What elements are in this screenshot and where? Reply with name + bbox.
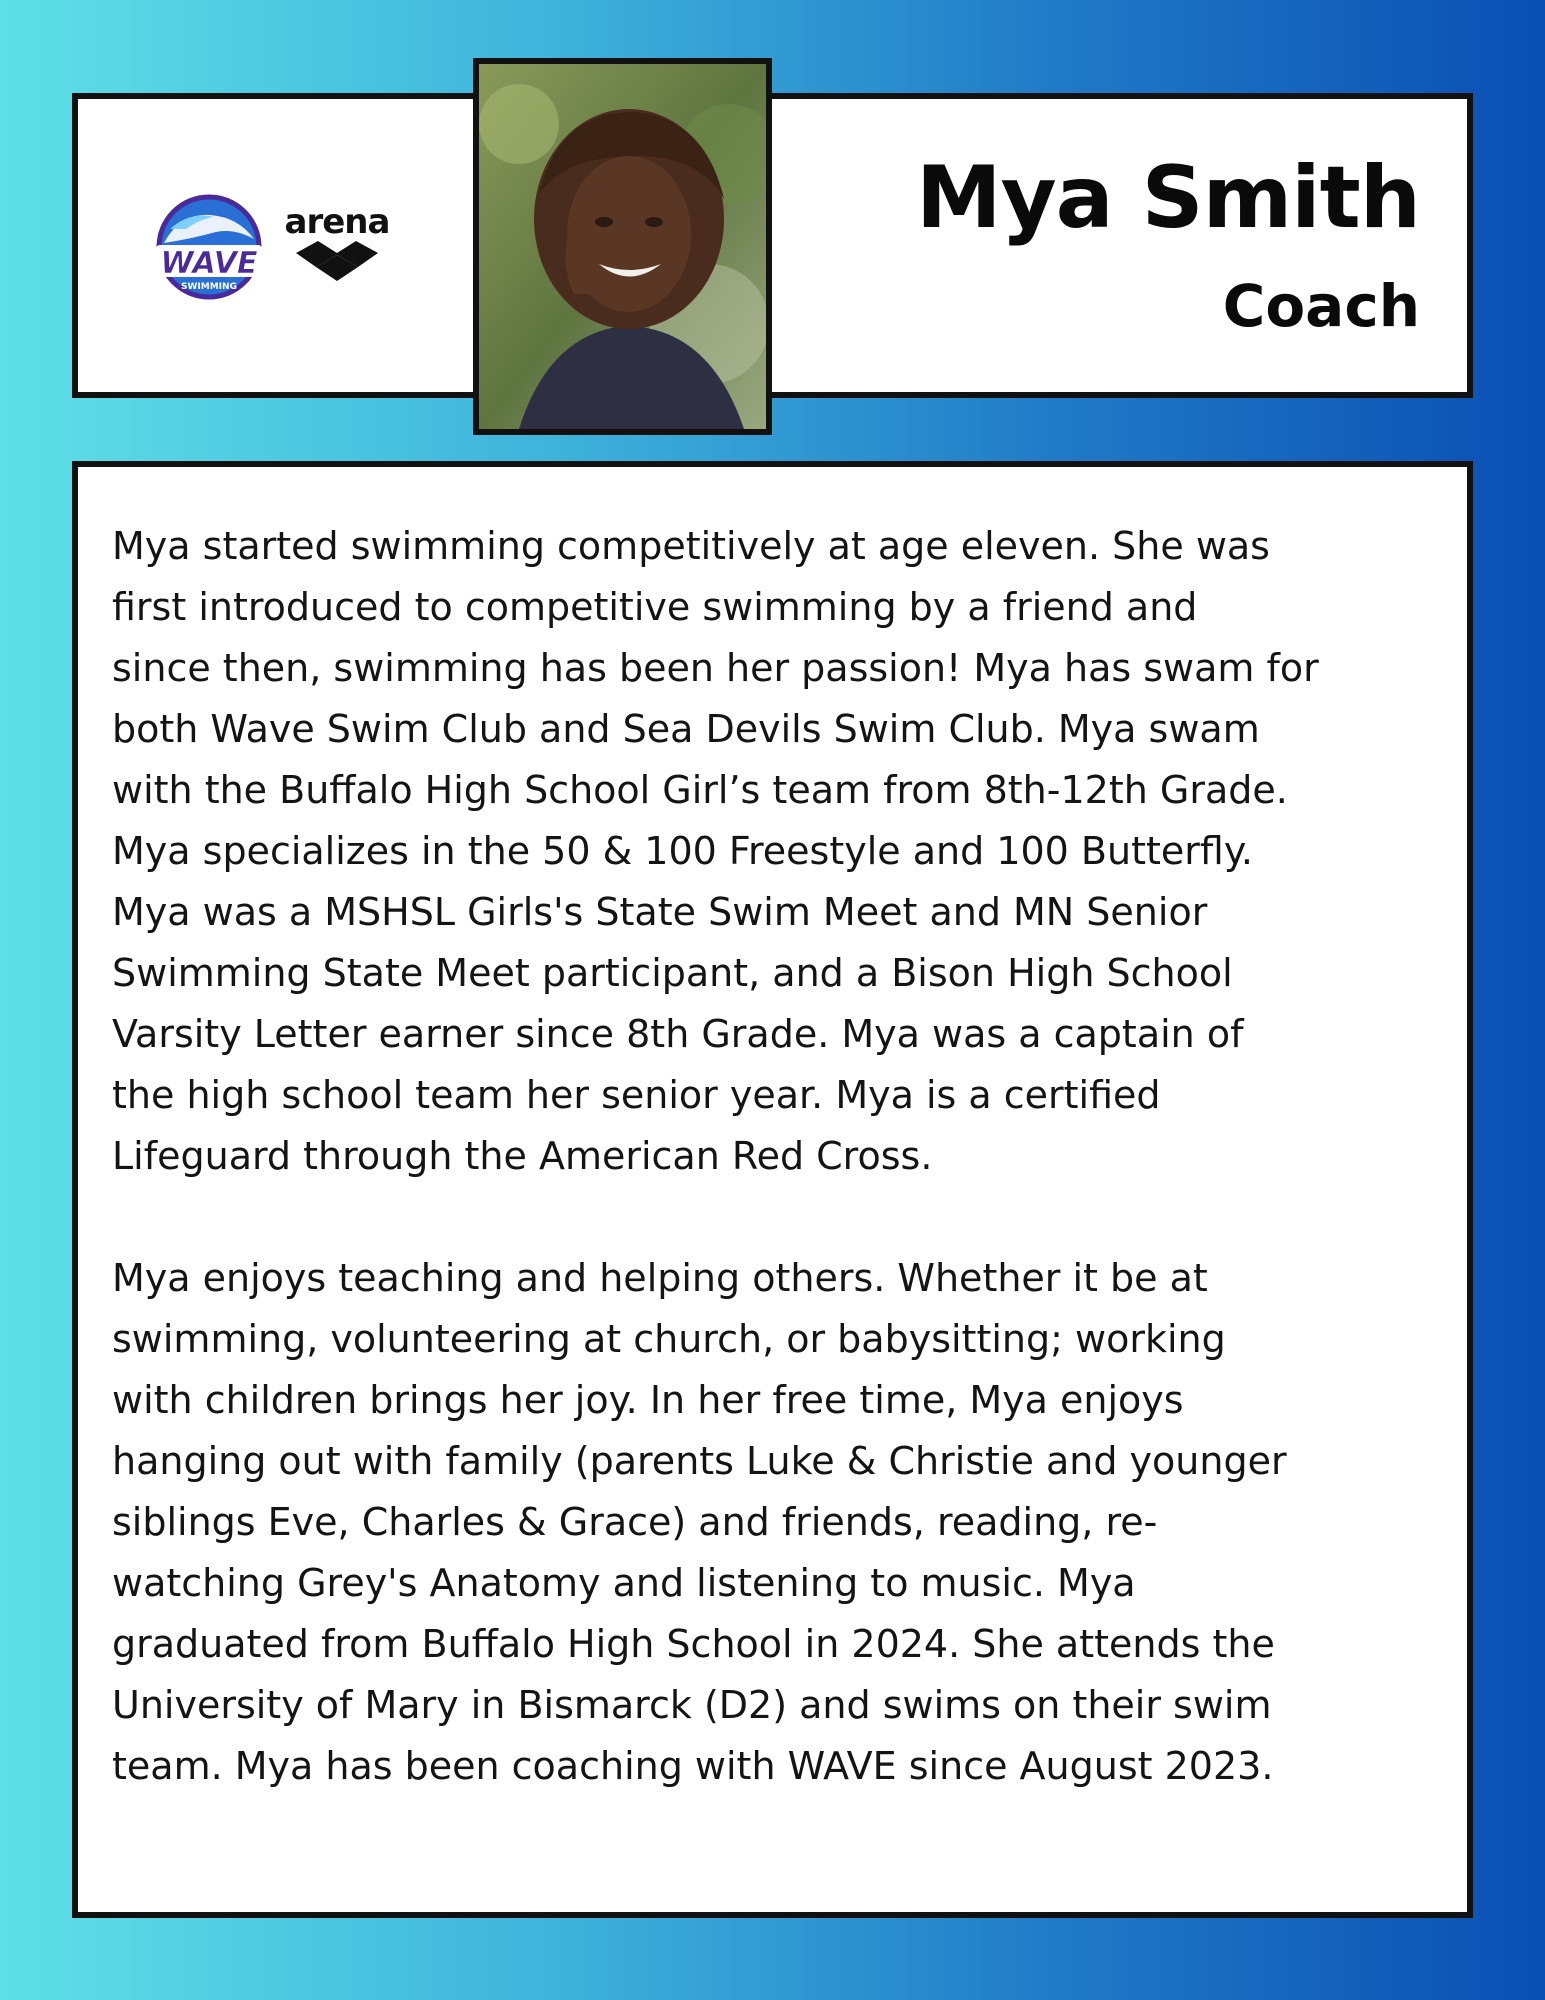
wave-logo-subtext: SWIMMING (181, 282, 237, 292)
bio-line: team. Mya has been coaching with WAVE since August 2023. (112, 1744, 1274, 1788)
bio-line: since then, swimming has been her passion! Mya has swam for (112, 646, 1319, 690)
bio-paragraph-2 (112, 1248, 1447, 1797)
bio-line: with the Buffalo High School Girl’s team from 8th-12th Grade. (112, 768, 1288, 812)
bio-line: graduated from Buffalo High School in 2024. She attends the (112, 1622, 1275, 1666)
bio-line: Swimming State Meet participant, and a Bison High School (112, 951, 1233, 995)
bio-line: with children brings her joy. In her free time, Mya enjoys (112, 1378, 1184, 1422)
bio-paragraph-1 (112, 516, 1447, 1187)
bio-line: hanging out with family (parents Luke & Christie and younger (112, 1439, 1287, 1483)
arena-logo (278, 201, 396, 291)
bio-line: swimming, volunteering at church, or babysitting; working (112, 1317, 1226, 1361)
sponsor-logos (150, 193, 400, 303)
coach-name: Mya Smith (916, 148, 1420, 248)
coach-role: Coach (1222, 272, 1420, 340)
bio-line: Mya enjoys teaching and helping others. Whether it be at (112, 1256, 1208, 1300)
bio-line: Mya started swimming competitively at age eleven. She was (112, 524, 1270, 568)
wave-logo-text: WAVE (160, 246, 258, 281)
bio-line: first introduced to competitive swimming by a friend and (112, 585, 1198, 629)
bio-line: Mya was a MSHSL Girls's State Swim Meet and MN Senior (112, 890, 1208, 934)
coach-photo (473, 58, 772, 435)
bio-line: both Wave Swim Club and Sea Devils Swim Club. Mya swam (112, 707, 1260, 751)
arena-wordmark: arena (284, 202, 390, 242)
bio-line: Mya specializes in the 50 & 100 Freestyle and 100 Butterfly. (112, 829, 1253, 873)
bio-line: watching Grey's Anatomy and listening to music. Mya (112, 1561, 1136, 1605)
bio-line: Varsity Letter earner since 8th Grade. Mya was a captain of (112, 1012, 1244, 1056)
wave-swimming-logo (150, 193, 268, 301)
bio-line: Lifeguard through the American Red Cross. (112, 1134, 933, 1178)
bio-text (112, 516, 1447, 1797)
bio-line: University of Mary in Bismarck (D2) and swims on their swim (112, 1683, 1272, 1727)
bio-line: siblings Eve, Charles & Grace) and friends, reading, re- (112, 1500, 1158, 1544)
bio-line: the high school team her senior year. Mya is a certified (112, 1073, 1161, 1117)
